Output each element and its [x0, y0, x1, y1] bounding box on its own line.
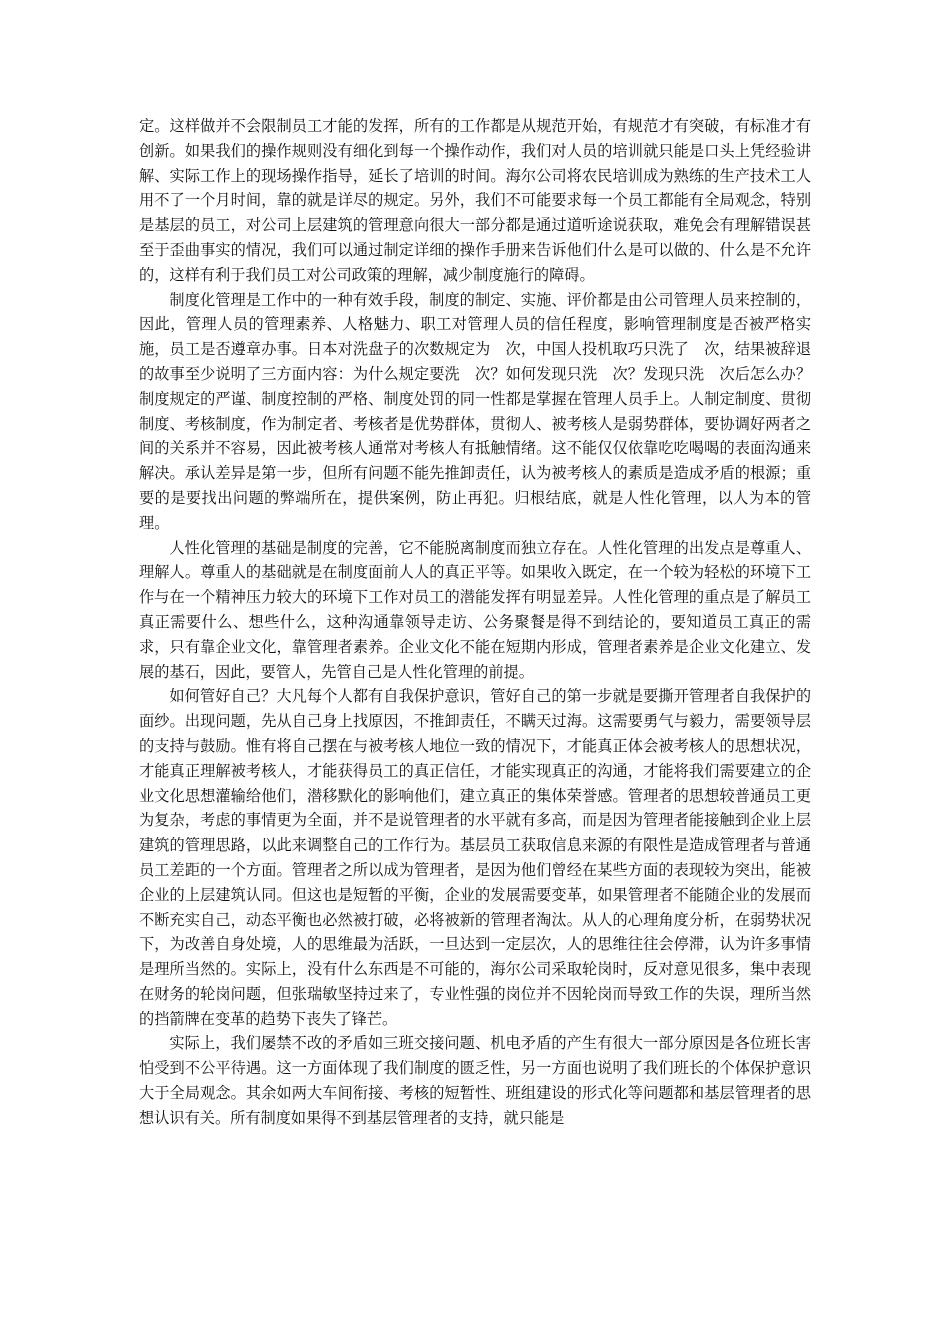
paragraph-5: 实际上，我们屡禁不改的矛盾如三班交接问题、机电矛盾的产生有很大一部分原因是各位班长害怕受到不公平待遇。这一方面体现了我们制度的匮乏性，另一方面也说明了我们班长的个体保护意识大于全局观念。其余如两大车间衔接、考核的短暂性、班组建设的形式化等问题都和基层管理者的思想认识有关。所有制度如果得不到基层管理者的支持，就只能是	[139, 1034, 811, 1127]
paragraph-1: 定。这样做并不会限制员工才能的发挥，所有的工作都是从规范开始，有规范才有突破，有标准才有创新。如果我们的操作规则没有细化到每一个操作动作，我们对人员的培训就只能是口头上凭经验讲解、实际工作上的现场操作指导，延长了培训的时间。海尔公司将农民培训成为熟练的生产技术工人用不了一个月时间，靠的就是详尽的规定。另外，我们不可能要求每一个员工都能有全局观念，特别是基层的员工，对公司上层建筑的管理意向很大一部分都是通过道听途说获取，难免会有理解错误甚至于歪曲事实的情况，我们可以通过制定详细的操作手册来告诉他们什么是可以做的、什么是不允许的，这样有利于我们员工对公司政策的理解，减少制度施行的障碍。	[139, 117, 811, 284]
paragraph-3: 人性化管理的基础是制度的完善，它不能脱离制度而独立存在。人性化管理的出发点是尊重人、理解人。尊重人的基础就是在制度面前人人的真正平等。如果收入既定，在一个较为轻松的环境下工作与在一个精神压力较大的环境下工作对员工的潜能发挥有明显差异。人性化管理的重点是了解员工真正需要什么、想些什么，这种沟通靠领导走访、公务聚餐是得不到结论的，要知道员工真正的需求，只有靠企业文化，靠管理者素养。企业文化不能在短期内形成，管理者素养是企业文化建立、发展的基石，因此，要管人，先管自己是人性化管理的前提。	[139, 538, 811, 681]
paragraph-2: 制度化管理是工作中的一种有效手段，制度的制定、实施、评价都是由公司管理人员来控制的，因此，管理人员的管理素养、人格魅力、职工对管理人员的信任程度，影响管理制度是否被严格实施，员工是否遵章办事。日本对洗盘子的次数规定为 次，中国人投机取巧只洗了 次，结果被辞退的故事至少说明了三方面内容：为什么规定要洗 次？如何发现只洗 次？发现只洗 次后怎么办？制度规定的严谨、制度控制的严格、制度处罚的同一性都是掌握在管理人员手上。人制定制度、贯彻制度、考核制度，作为制定者、考核者是优势群体，贯彻人、被考核人是弱势群体，要协调好两者之间的关系并不容易，因此被考核人通常对考核人有抵触情绪。这不能仅仅依靠吃吃喝喝的表面沟通来解决。承认差异是第一步，但所有问题不能先推卸责任，认为被考核人的素质是造成矛盾的根源；重要的是要找出问题的弊端所在，提供案例，防止再犯。归根结底，就是人性化管理，以人为本的管理。	[139, 290, 811, 532]
document-page	[139, 114, 811, 1131]
paragraph-4: 如何管好自己？大凡每个人都有自我保护意识，管好自己的第一步就是要撕开管理者自我保护的面纱。出现问题，先从自己身上找原因，不推卸责任，不瞒天过海。这需要勇气与毅力，需要领导层的支持与鼓励。惟有将自己摆在与被考核人地位一致的情况下，才能真正体会被考核人的思想状况，才能真正理解被考核人，才能获得员工的真正信任，才能实现真正的沟通，才能将我们需要建立的企业文化思想灌输给他们，潜移默化的影响他们，建立真正的集体荣誉感。管理者的思想较普通员工更为复杂，考虑的事情更为全面，并不是说管理者的水平就有多高，而是因为管理者能接触到企业上层建筑的管理思路，以此来调整自己的工作行为。基层员工获取信息来源的有限性是造成管理者与普通员工差距的一个方面。管理者之所以成为管理者，是因为他们曾经在某些方面的表现较为突出，能被企业的上层建筑认同。但这也是短暂的平衡，企业的发展需要变革，如果管理者不能随企业的发展而不断充实自己，动态平衡也必然被打破，必将被新的管理者淘汰。从人的心理角度分析，在弱势状况下，为改善自身处境，人的思维最为活跃，一旦达到一定层次，人的思维往往会停滞，认为许多事情是理所当然的。实际上，没有什么东西是不可能的，海尔公司采取轮岗时，反对意见很多，集中表现在财务的轮岗问题，但张瑞敏坚持过来了，专业性强的岗位并不因轮岗而导致工作的失误，理所当然的挡箭牌在变革的趋势下丧失了锋芒。	[139, 687, 811, 1028]
